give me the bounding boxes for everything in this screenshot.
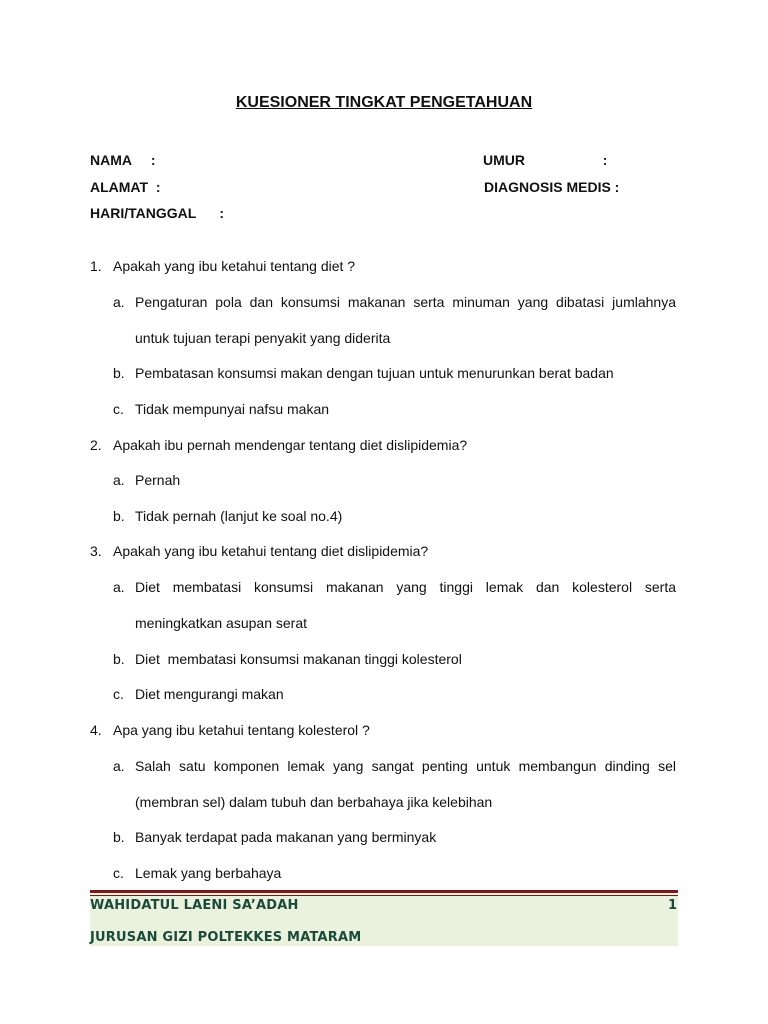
document-title: KUESIONER TINGKAT PENGETAHUAN <box>235 94 533 111</box>
option-letter: a. <box>113 579 125 595</box>
option-text: Diet membatasi konsumsi makanan yang tinggi lemak dan kolesterol serta meningkatkan asupan serat <box>135 579 676 631</box>
footer-page-number: 1 <box>668 898 678 913</box>
option-text: Tidak pernah (lanjut ke soal no.4) <box>135 508 343 524</box>
question-number: 2. <box>90 437 102 453</box>
option-letter: b. <box>113 365 125 381</box>
field-alamat: ALAMAT : <box>90 179 161 195</box>
option-text: Pembatasan konsumsi makan dengan tujuan untuk menurunkan berat badan <box>135 365 614 381</box>
footer-rule-thin <box>90 895 678 896</box>
question-text: Apa yang ibu ketahui tentang kolesterol ? <box>113 722 370 738</box>
option-text: Pengaturan pola dan konsumsi makanan serta minuman yang dibatasi jumlahnya untuk tujuan terapi penyakit yang diderita <box>135 294 676 346</box>
field-diagnosis-medis: DIAGNOSIS MEDIS : <box>484 179 620 195</box>
field-nama: NAMA : <box>90 152 156 168</box>
field-umur: UMUR : <box>483 152 608 168</box>
option-letter: a. <box>113 758 125 774</box>
option-text: Banyak terdapat pada makanan yang berminyak <box>135 829 437 845</box>
option-letter: a. <box>113 294 125 310</box>
option-letter: b. <box>113 508 125 524</box>
option-letter: c. <box>113 686 124 702</box>
option-text: Lemak yang berbahaya <box>135 865 282 881</box>
question-number: 1. <box>90 258 102 274</box>
option-text: Salah satu komponen lemak yang sangat penting untuk membangun dinding sel (membran sel) dalam tubuh dan berbahaya jika kelebihan <box>135 758 676 810</box>
option-letter: a. <box>113 472 125 488</box>
question-text: Apakah yang ibu ketahui tentang diet ? <box>113 258 356 274</box>
option-text: Diet mengurangi makan <box>135 686 284 702</box>
option-text: Pernah <box>135 472 181 488</box>
option-letter: b. <box>113 651 125 667</box>
question-number: 4. <box>90 722 102 738</box>
question-text: Apakah ibu pernah mendengar tentang diet dislipidemia? <box>113 437 468 453</box>
option-letter: b. <box>113 829 125 845</box>
question-text: Apakah yang ibu ketahui tentang diet dislipidemia? <box>113 543 429 559</box>
option-letter: c. <box>113 865 124 881</box>
option-text: Tidak mempunyai nafsu makan <box>135 401 330 417</box>
footer-author: WAHIDATUL LAENI SA’ADAH <box>90 898 299 913</box>
option-letter: c. <box>113 401 124 417</box>
footer-institution: JURUSAN GIZI POLTEKKES MATARAM <box>90 930 362 945</box>
question-number: 3. <box>90 543 102 559</box>
field-hari-tanggal: HARI/TANGGAL : <box>90 205 225 221</box>
footer-rule-thick <box>90 890 678 893</box>
option-text: Diet membatasi konsumsi makanan tinggi kolesterol <box>135 651 462 667</box>
